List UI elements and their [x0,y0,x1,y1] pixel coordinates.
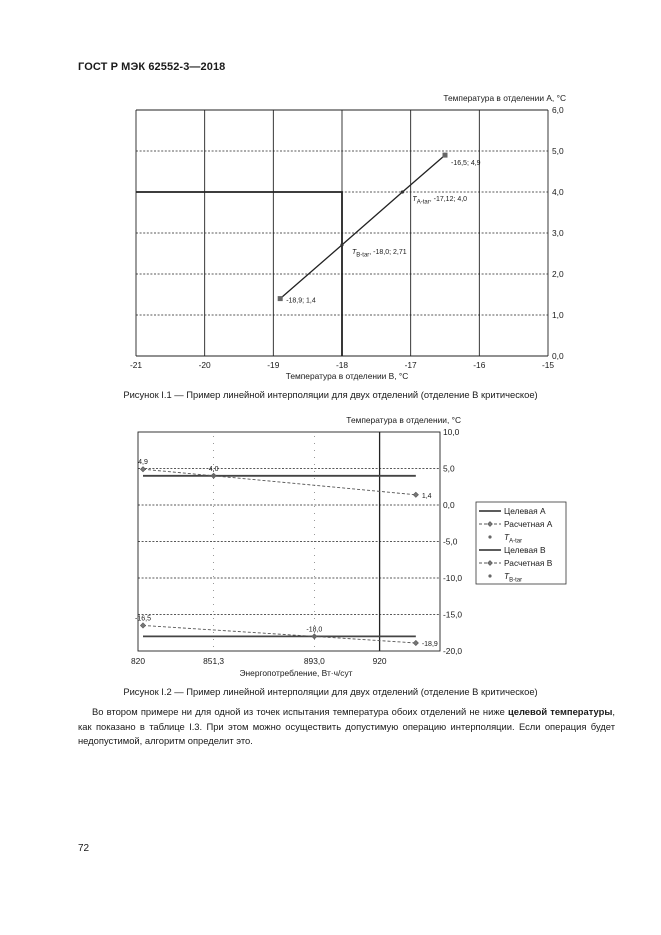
data-label: 4,0 [208,465,219,473]
body-paragraph [78,705,615,749]
x-axis-title: Температура в отделении B, °C [285,371,409,381]
data-label: 4,9 [138,459,148,467]
series-marker [140,467,145,472]
paragraph-text-2: , как показано в таблице I.3. При этом можно осуществить допустимую операцию интерполяции. Если операция будет недопустимой, алгоритм определит это. [78,706,615,746]
y-tick-label: -10,0 [443,573,463,583]
point-label: TB-tar, -18,0; 2,71 [352,248,407,259]
x-tick-label: 851,3 [203,656,225,666]
series-line-calculated [143,469,416,495]
y-tick-label: 4,0 [552,187,564,197]
document-header: ГОСТ Р МЭК 62552-3—2018 [78,61,226,73]
point-label: -18,9; 1,4 [286,297,316,305]
x-tick-label: -17 [404,360,417,370]
legend-symbol-point [488,535,491,538]
legend-label: Расчетная B [504,558,553,568]
y-tick-label: 5,0 [443,463,455,474]
y-axis-title: Температура в отделении A, °C [443,93,566,103]
x-tick-label: 893,0 [303,656,325,666]
y-tick-label: 6,0 [552,105,564,115]
target-point [313,635,316,638]
legend-label: $T_{B-tar}$ [504,571,523,584]
figure-2-caption: Рисунок I.2 — Пример линейной интерполяции для двух отделений (отделение B критическое) [123,686,538,697]
paragraph-bold-term: целевой температуры [507,706,613,717]
y-tick-label: -15,0 [443,609,463,620]
series-marker [413,492,418,497]
y-tick-label: -5,0 [443,536,458,547]
x-tick-label: -18 [335,360,349,370]
legend-label: $T_{A-tar}$ [504,532,523,545]
y-axis-title: Температура в отделении, °C [346,415,461,425]
y-tick-label: 0,0 [552,351,564,361]
x-tick-label: -20 [198,360,211,370]
series-marker [413,640,418,645]
y-tick-label: 2,0 [552,269,564,279]
series-marker [140,623,145,628]
y-tick-label: 10,0 [443,427,460,437]
legend-label: Расчетная A [504,519,553,529]
data-label: -18,0 [306,626,323,634]
x-axis-title: Энергопотребление, Вт·ч/сут [239,668,353,678]
y-tick-label: 0,0 [443,500,455,510]
legend-label: Целевая A [504,506,546,516]
y-tick-label: 1,0 [552,310,564,320]
page-number: 72 [78,843,90,854]
x-tick-label: 920 [372,656,387,666]
x-tick-label: -19 [267,360,280,370]
x-tick-label: -21 [129,360,143,370]
y-tick-label: -20,0 [443,646,463,656]
point-label: TA-tar, -17,12; 4,0 [412,196,468,206]
data-label: -18,9 [421,640,438,648]
paragraph-text-1: Во втором примере ни для одной из точек испытания температура обоих отделений не ниже [92,706,508,717]
legend-label: Целевая B [504,545,546,555]
legend-symbol-point [488,574,491,577]
x-tick-label: -16 [473,360,486,370]
x-tick-label: -15 [541,360,555,370]
series-line-calculated [143,625,416,643]
figure-1-caption: Рисунок I.1 — Пример линейной интерполяции для двух отделений (отделение B критическое) [123,389,538,400]
target-point [212,474,215,477]
y-tick-label: 5,0 [552,146,564,156]
data-label: -16,5 [135,615,151,623]
x-tick-label: 820 [131,656,145,666]
y-tick-label: 3,0 [552,228,564,238]
point-label: -16,5; 4,9 [451,160,481,168]
data-label: 1,4 [421,492,432,500]
